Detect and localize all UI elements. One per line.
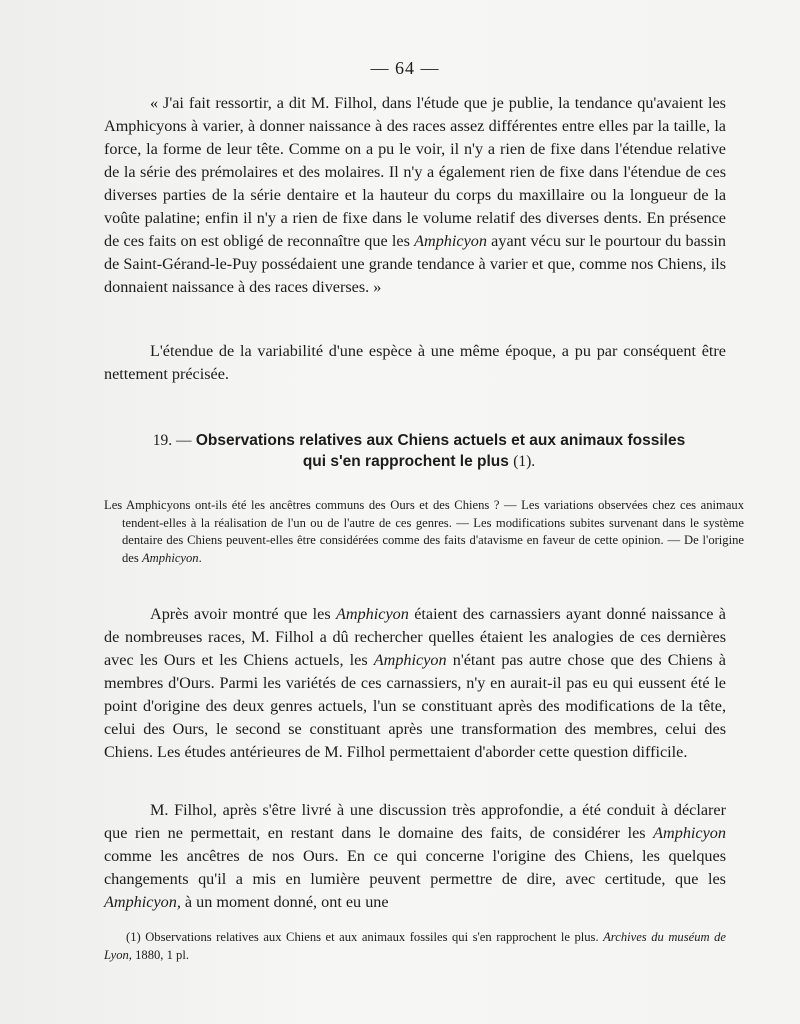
quote-italic-amphicyon: Amphicyon xyxy=(414,232,487,250)
body1-italic-1: Amphicyon xyxy=(336,605,409,623)
body1-text-b: étaient des carnassiers ayant donné naissance à de nombreuses races, M. Filhol a dû rechercher quelles étaient les analogies de ces dernières avec les Ours et les Chiens actuels, les xyxy=(104,605,726,669)
body2-text-b: comme les ancêtres de nos Ours. En ce qui concerne l'origine des Chiens, les quelques changements qu'il a mis en lumière peuvent permettre de dire, avec certitude, que les xyxy=(104,847,726,888)
footnote-reference: (1). xyxy=(513,453,536,470)
quote-paragraph xyxy=(104,92,726,299)
body1-italic-2: Amphicyon xyxy=(373,651,447,669)
quote-text-end: ayant vécu sur le pourtour du bassin de Saint-Gérand-le-Puy possédaient une grande tendance à varier et que, comme nos Chiens, ils donnaient naissance à des races diverses. » xyxy=(104,232,726,296)
abstract-text: Les Amphicyons ont-ils été les ancêtres communs des Ours et des Chiens ? — Les variations observées chez ces animaux tendent-elles à la réalisation de l'un ou de l'autre de ces genres. — Les modifications subites survenant dans le système dentaire des Chiens peuvent-elles être considérées comme des faits d'atavisme en faveur de cette opinion. — De l'origine des xyxy=(104,498,744,565)
body1-text-c: n'étant pas autre chose que des Chiens à membres d'Ours. Parmi les variétés de ces carnassiers, n'y en aurait-il pas eu qui eussent été le point d'origine des deux genres actuels, l'un se constituant après des modifications de la tête, celui des Ours, le second se constituant après une transformation des membres, celui des Chiens. Les études antérieures de M. Filhol permettaient d'aborder cette question difficile. xyxy=(104,651,726,761)
conclusion-paragraph: L'étendue de la variabilité d'une espèce à une même époque, a pu par conséquent être nettement précisée. xyxy=(104,342,726,383)
section-title-line-1: Observations relatives aux Chiens actuels et aux animaux fossiles xyxy=(195,432,686,449)
quote-text: « J'ai fait ressortir, a dit M. Filhol, dans l'étude que je publie, la tendance qu'avaient les Amphicyons à varier, à donner naissance à des races assez différentes entre elles par la taille, la force, la forme de leur tête. Comme on a pu le voir, il n'y a rien de fixe dans l'étendue relative de la série des prémolaires et des molaires. Il n'y a également rien de fixe dans l'étendue de ces diverses parties de la série dentaire et la hauteur du corps du maxillaire ou la longueur de la voûte palatine; enfin il n'y a rien de fixe dans le volume relatif des diverses dents. En présence de ces faits on est obligé de reconnaître que les xyxy=(104,94,726,250)
body-paragraph-2 xyxy=(104,799,726,914)
section-number: 19. — xyxy=(152,432,192,449)
body2-text-c: à un moment donné, ont eu une xyxy=(180,893,389,911)
body-paragraph-1 xyxy=(104,603,726,764)
footnote-italic: Archives du muséum de Lyon, xyxy=(104,930,726,962)
body1-text-a: Après avoir montré que les xyxy=(150,605,336,623)
section-heading xyxy=(104,430,734,472)
footnote xyxy=(104,928,726,964)
abstract-italic: Amphicyon xyxy=(141,550,199,565)
body2-italic-2: Amphicyon, xyxy=(104,893,181,911)
footnote-end: 1880, 1 pl. xyxy=(131,948,189,962)
footnote-text: (1) Observations relatives aux Chiens et aux animaux fossiles qui s'en rapprochent le plus. xyxy=(126,930,604,944)
body2-text-a: M. Filhol, après s'être livré à une discussion très approfondie, a été conduit à déclarer que rien ne permettait, en restant dans le domaine des faits, de considérer les xyxy=(104,801,726,842)
page-number: — 64 — xyxy=(370,58,440,78)
abstract-end: . xyxy=(198,550,202,565)
section-abstract xyxy=(104,497,744,567)
section-title-line-2: qui s'en rapprochent le plus xyxy=(302,453,509,470)
body2-italic-1: Amphicyon xyxy=(653,824,726,842)
